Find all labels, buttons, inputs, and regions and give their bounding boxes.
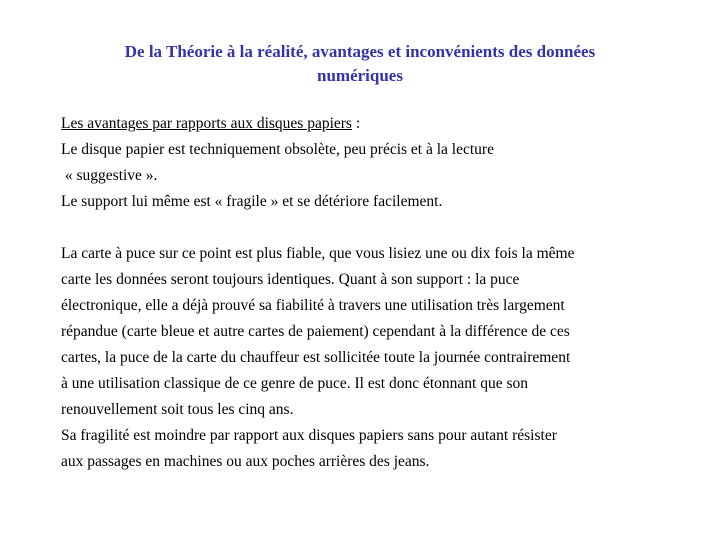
title-line-1: De la Théorie à la réalité, avantages et inconvénients des données: [124, 42, 596, 61]
section2-line-5: cartes, la puce de la carte du chauffeur est sollicitée toute la journée contrairement: [61, 349, 571, 366]
section1-line-3: Le support lui même est « fragile » et se détériore facilement.: [61, 193, 443, 210]
section1-heading-underlined: Les avantages par rapports aux disques papiers: [61, 115, 352, 132]
section2-line-2: carte les données seront toujours identiques. Quant à son support : la puce: [61, 271, 520, 288]
slide-body: [61, 111, 661, 475]
paragraph-spacer: [61, 215, 661, 241]
section2-line-3: électronique, elle a déjà prouvé sa fiabilité à travers une utilisation très largement: [61, 297, 565, 314]
slide-title: [60, 40, 660, 88]
section2-line-4: répandue (carte bleue et autre cartes de paiement) cependant à la différence de ces: [61, 323, 570, 340]
section2-line-7: renouvellement soit tous les cinq ans.: [61, 401, 294, 418]
section2-line-6: à une utilisation classique de ce genre de puce. Il est donc étonnant que son: [61, 375, 528, 392]
section1-line-2: « suggestive ».: [61, 167, 158, 184]
title-line-2: numériques: [317, 66, 403, 85]
section2-line-1: La carte à puce sur ce point est plus fiable, que vous lisiez une ou dix fois la même: [61, 245, 575, 262]
section2-line-9: aux passages en machines ou aux poches arrières des jeans.: [61, 453, 430, 470]
section1-line-1: Le disque papier est techniquement obsolète, peu précis et à la lecture: [61, 141, 494, 158]
section1-heading: [61, 111, 661, 137]
section2-line-8: Sa fragilité est moindre par rapport aux disques papiers sans pour autant résister: [61, 427, 557, 444]
section1-heading-suffix: :: [351, 115, 361, 132]
